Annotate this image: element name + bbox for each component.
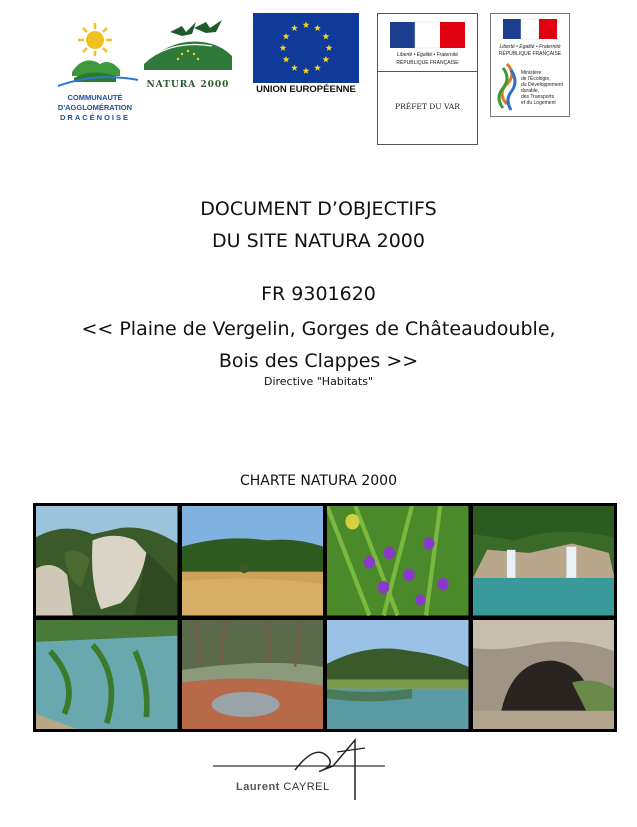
lake-hills-photo <box>327 620 469 730</box>
republic-label: RÉPUBLIQUE FRANÇAISE <box>396 60 459 66</box>
republic-label: RÉPUBLIQUE FRANÇAISE <box>498 51 562 57</box>
waterfall-pool-photo <box>473 506 615 616</box>
limestone-cliff-photo <box>36 506 178 616</box>
flying-birds-icon <box>142 18 234 78</box>
charte-heading: CHARTE NATURA 2000 <box>239 473 397 489</box>
natura2000-text: NATURA 2000 <box>146 80 230 90</box>
purple-flowers-photo <box>327 506 469 616</box>
site-code: FR 9301620 <box>261 283 376 305</box>
ministry-swirl-icon <box>493 60 521 114</box>
agglomeration-name: COMMUNAUTÉ D'AGGLOMÉRATION DRACÉNOISE <box>57 93 133 122</box>
republic-motto: Liberté • Égalité • Fraternité <box>499 44 561 50</box>
republic-motto: Liberté • Égalité • Fraternité <box>396 52 459 58</box>
cave-entrance-photo <box>473 620 615 730</box>
prefet-text: PRÉFET DU VAR <box>395 102 460 111</box>
natura2000-logo <box>142 18 234 90</box>
muddy-pond-photo <box>182 620 324 730</box>
handwritten-signature <box>205 736 405 806</box>
divider <box>378 71 477 72</box>
directive-label: Directive "Habitats" <box>263 375 374 388</box>
ministere-text: Ministère de l'Écologie, du Développement durable, des Transports et du Logement <box>521 70 563 106</box>
eu-stars-flag-icon <box>253 13 359 83</box>
signatory-name: Laurent CAYREL <box>236 781 330 793</box>
sun-landscape-icon <box>50 20 140 92</box>
prefet-logo <box>377 13 478 145</box>
eu-logo <box>253 13 359 99</box>
eu-text: UNION EUROPÉENNE <box>256 84 356 95</box>
document-title: DOCUMENT D’OBJECTIFS DU SITE NATURA 2000 <box>200 198 437 252</box>
river-plants-photo <box>36 620 178 730</box>
agglomeration-logo <box>50 20 140 130</box>
ministere-logo <box>490 13 570 117</box>
site-name: << Plaine de Vergelin, Gorges de Châteaudouble, Bois des Clappes >> <box>81 318 556 372</box>
wheat-field-photo <box>182 506 324 616</box>
photo-grid <box>33 503 617 732</box>
